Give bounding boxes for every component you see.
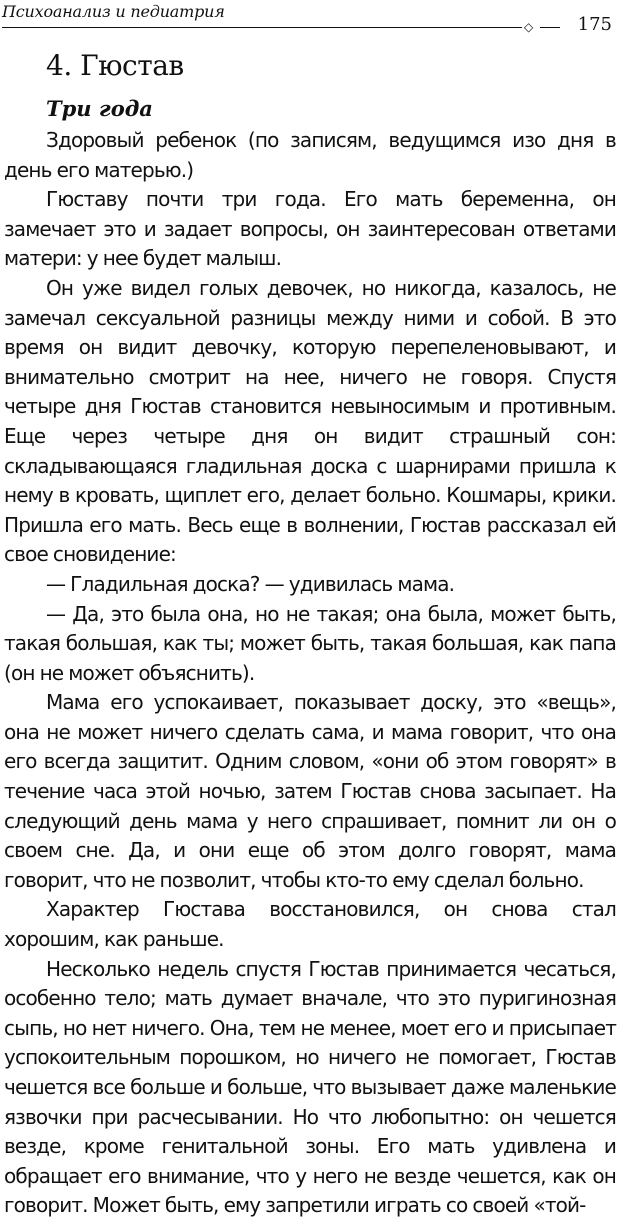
paragraph: — Да, это была она, но не такая; она была, может быть, такая большая, как ты; может быть, такая большая, как папа (он не может объяснить). xyxy=(4,601,616,685)
paragraph: Характер Гюстава восстановился, он снова стал хорошим, как раньше. xyxy=(4,897,616,952)
paragraph: Он уже видел голых девочек, но никогда, казалось, не замечал сексуальной разницы между ними и собой. В это время он видит девочку, которую перепеленовывают, и внимательно смотрит на нее, ничего не говоря. Спустя четыре дня Гюстав становится невыносимым и противным. Еще через четыре дня он видит страшный сон: складывающаяся гладильная доска с шарнирами пришла к нему в кровать, щиплет его, делает больно. Кошмары, крики. Пришла его мать. Весь еще в волнении, Гюстав рассказал ей свое сновидение: xyxy=(4,275,616,567)
diamond-ornament-icon: ◇ xyxy=(524,20,534,34)
paragraph: Гюставу почти три года. Его мать беременна, он замечает это и задает вопросы, он заинтересован ответами матери: у нее будет малыш. xyxy=(4,187,616,271)
running-title: Психоанализ и педиатрия xyxy=(2,2,225,21)
paragraph: Несколько недель спустя Гюстав принимается чесаться, особенно тело; мать думает вначале, что это пуригинозная сыпь, но нет ничего. Она, тем не менее, моет его и присыпает успокоительным порошком, но ничего не помогает, Гюстав чешется все больше и больше, что вызывает даже маленькие язвочки при расчесывании. Но что любопытно: он чешется везде, кроме генитальной зоны. Его мать удивлена и обращает его внимание, что у него не везде чешется, как он говорит. Может быть, ему запретили играть со своей «той- xyxy=(4,956,616,1218)
paragraph: Здоровый ребенок (по записям, ведущимся изо дня в день его матерью.) xyxy=(4,128,616,182)
page-header xyxy=(0,0,620,40)
chapter-title: 4. Гюстав xyxy=(46,49,184,82)
page-number: 175 xyxy=(577,14,612,35)
header-rule-end xyxy=(540,27,560,28)
section-subtitle: Три года xyxy=(46,96,153,121)
paragraph: Мама его успокаивает, показывает доску, это «вещь», она не может ничего сделать сама, и мама говорит, что она его всегда защитит. Одним словом, «они об этом говорят» в течение часа этой ночью, затем Гюстав снова засыпает. На следующий день мама у него спрашивает, помнит ли он о своем сне. Да, и они еще об этом долго говорят, мама говорит, что не позволит, чтобы кто-то ему сделал больно. xyxy=(4,690,616,892)
body-text xyxy=(4,126,616,1221)
paragraph: — Гладильная доска? — удивилась мама. xyxy=(46,571,455,596)
header-rule xyxy=(2,27,522,28)
